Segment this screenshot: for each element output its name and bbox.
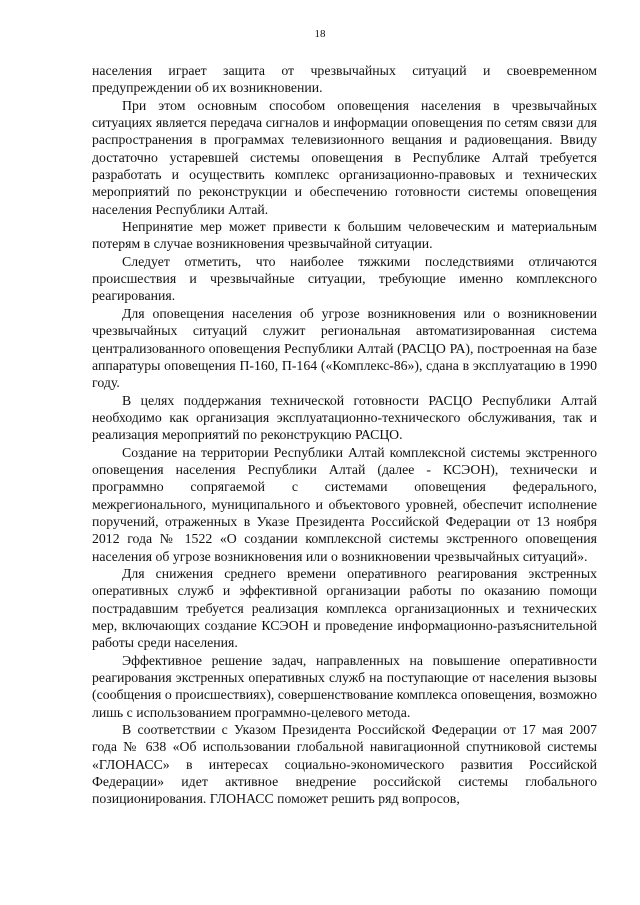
paragraph: Создание на территории Республики Алтай комплексной системы экстренного оповещения населения Республики Алтай (далее - КСЭОН), технически и программно сопрягаемой с системами оповещения федерального, межрегионального, муниципального и объектового уровней, обеспечит исполнение поручений, отраженных в Указе Президента Российской Федерации от 13 ноября 2012 года № 1522 «О создании комплексной системы экстренного оповещения населения об угрозе возникновения или о возникновении чрезвычайных ситуаций». [92, 444, 597, 564]
paragraph: Для оповещения населения об угрозе возникновения или о возникновении чрезвычайных ситуаций служит региональная автоматизированная система централизованного оповещения Республики Алтай (РАСЦО РА), построенная на базе аппаратуры оповещения П-160, П-164 («Комплекс-86»), сдана в эксплуатацию в 1990 году. [92, 305, 597, 391]
body-text [92, 62, 597, 808]
page-number: 18 [314, 28, 326, 40]
paragraph: Следует отметить, что наиболее тяжкими последствиями отличаются происшествия и чрезвычайные ситуации, требующие именно комплексного реагирования. [92, 253, 597, 304]
paragraph: В целях поддержания технической готовности РАСЦО Республики Алтай необходимо как организация эксплуатационно-технического обслуживания, так и реализация мероприятий по реконструкцию РАСЦО. [92, 392, 597, 443]
paragraph: В соответствии с Указом Президента Российской Федерации от 17 мая 2007 года № 638 «Об использовании глобальной навигационной спутниковой системы «ГЛОНАСС» в интересах социально-экономического развития Российской Федерации» идет активное внедрение российской системы глобального позиционирования. ГЛОНАСС поможет решить ряд вопросов, [92, 722, 597, 807]
paragraph: Для снижения среднего времени оперативного реагирования экстренных оперативных служб и эффективной организации работы по оказанию помощи пострадавшим требуется реализация комплекса организационных и технических мер, включающих создание КСЭОН и проведение информационно-разъяснительной работы среди населения. [92, 565, 597, 651]
paragraph: При этом основным способом оповещения населения в чрезвычайных ситуациях является передача сигналов и информации оповещения по сетям связи для распространения в программах телевизионного вещания и радиовещания. Ввиду достаточно устаревшей системы оповещения в Республике Алтай требуется разработать и осуществить комплекс организационно-правовых и технических мероприятий по реконструкции и обеспечению готовности системы оповещения населения Республики Алтай. [92, 97, 597, 217]
paragraph: Непринятие мер может привести к большим человеческим и материальным потерям в случае возникновения чрезвычайной ситуации. [92, 219, 597, 252]
paragraph: населения играет защита от чрезвычайных ситуаций и своевременном предупреждении об их возникновении. [92, 63, 597, 96]
paragraph: Эффективное решение задач, направленных на повышение оперативности реагирования экстренных оперативных служб на поступающие от населения вызовы (сообщения о происшествиях), совершенствование комплекса оповещения, возможно лишь с использованием программно-целевого метода. [92, 652, 597, 720]
